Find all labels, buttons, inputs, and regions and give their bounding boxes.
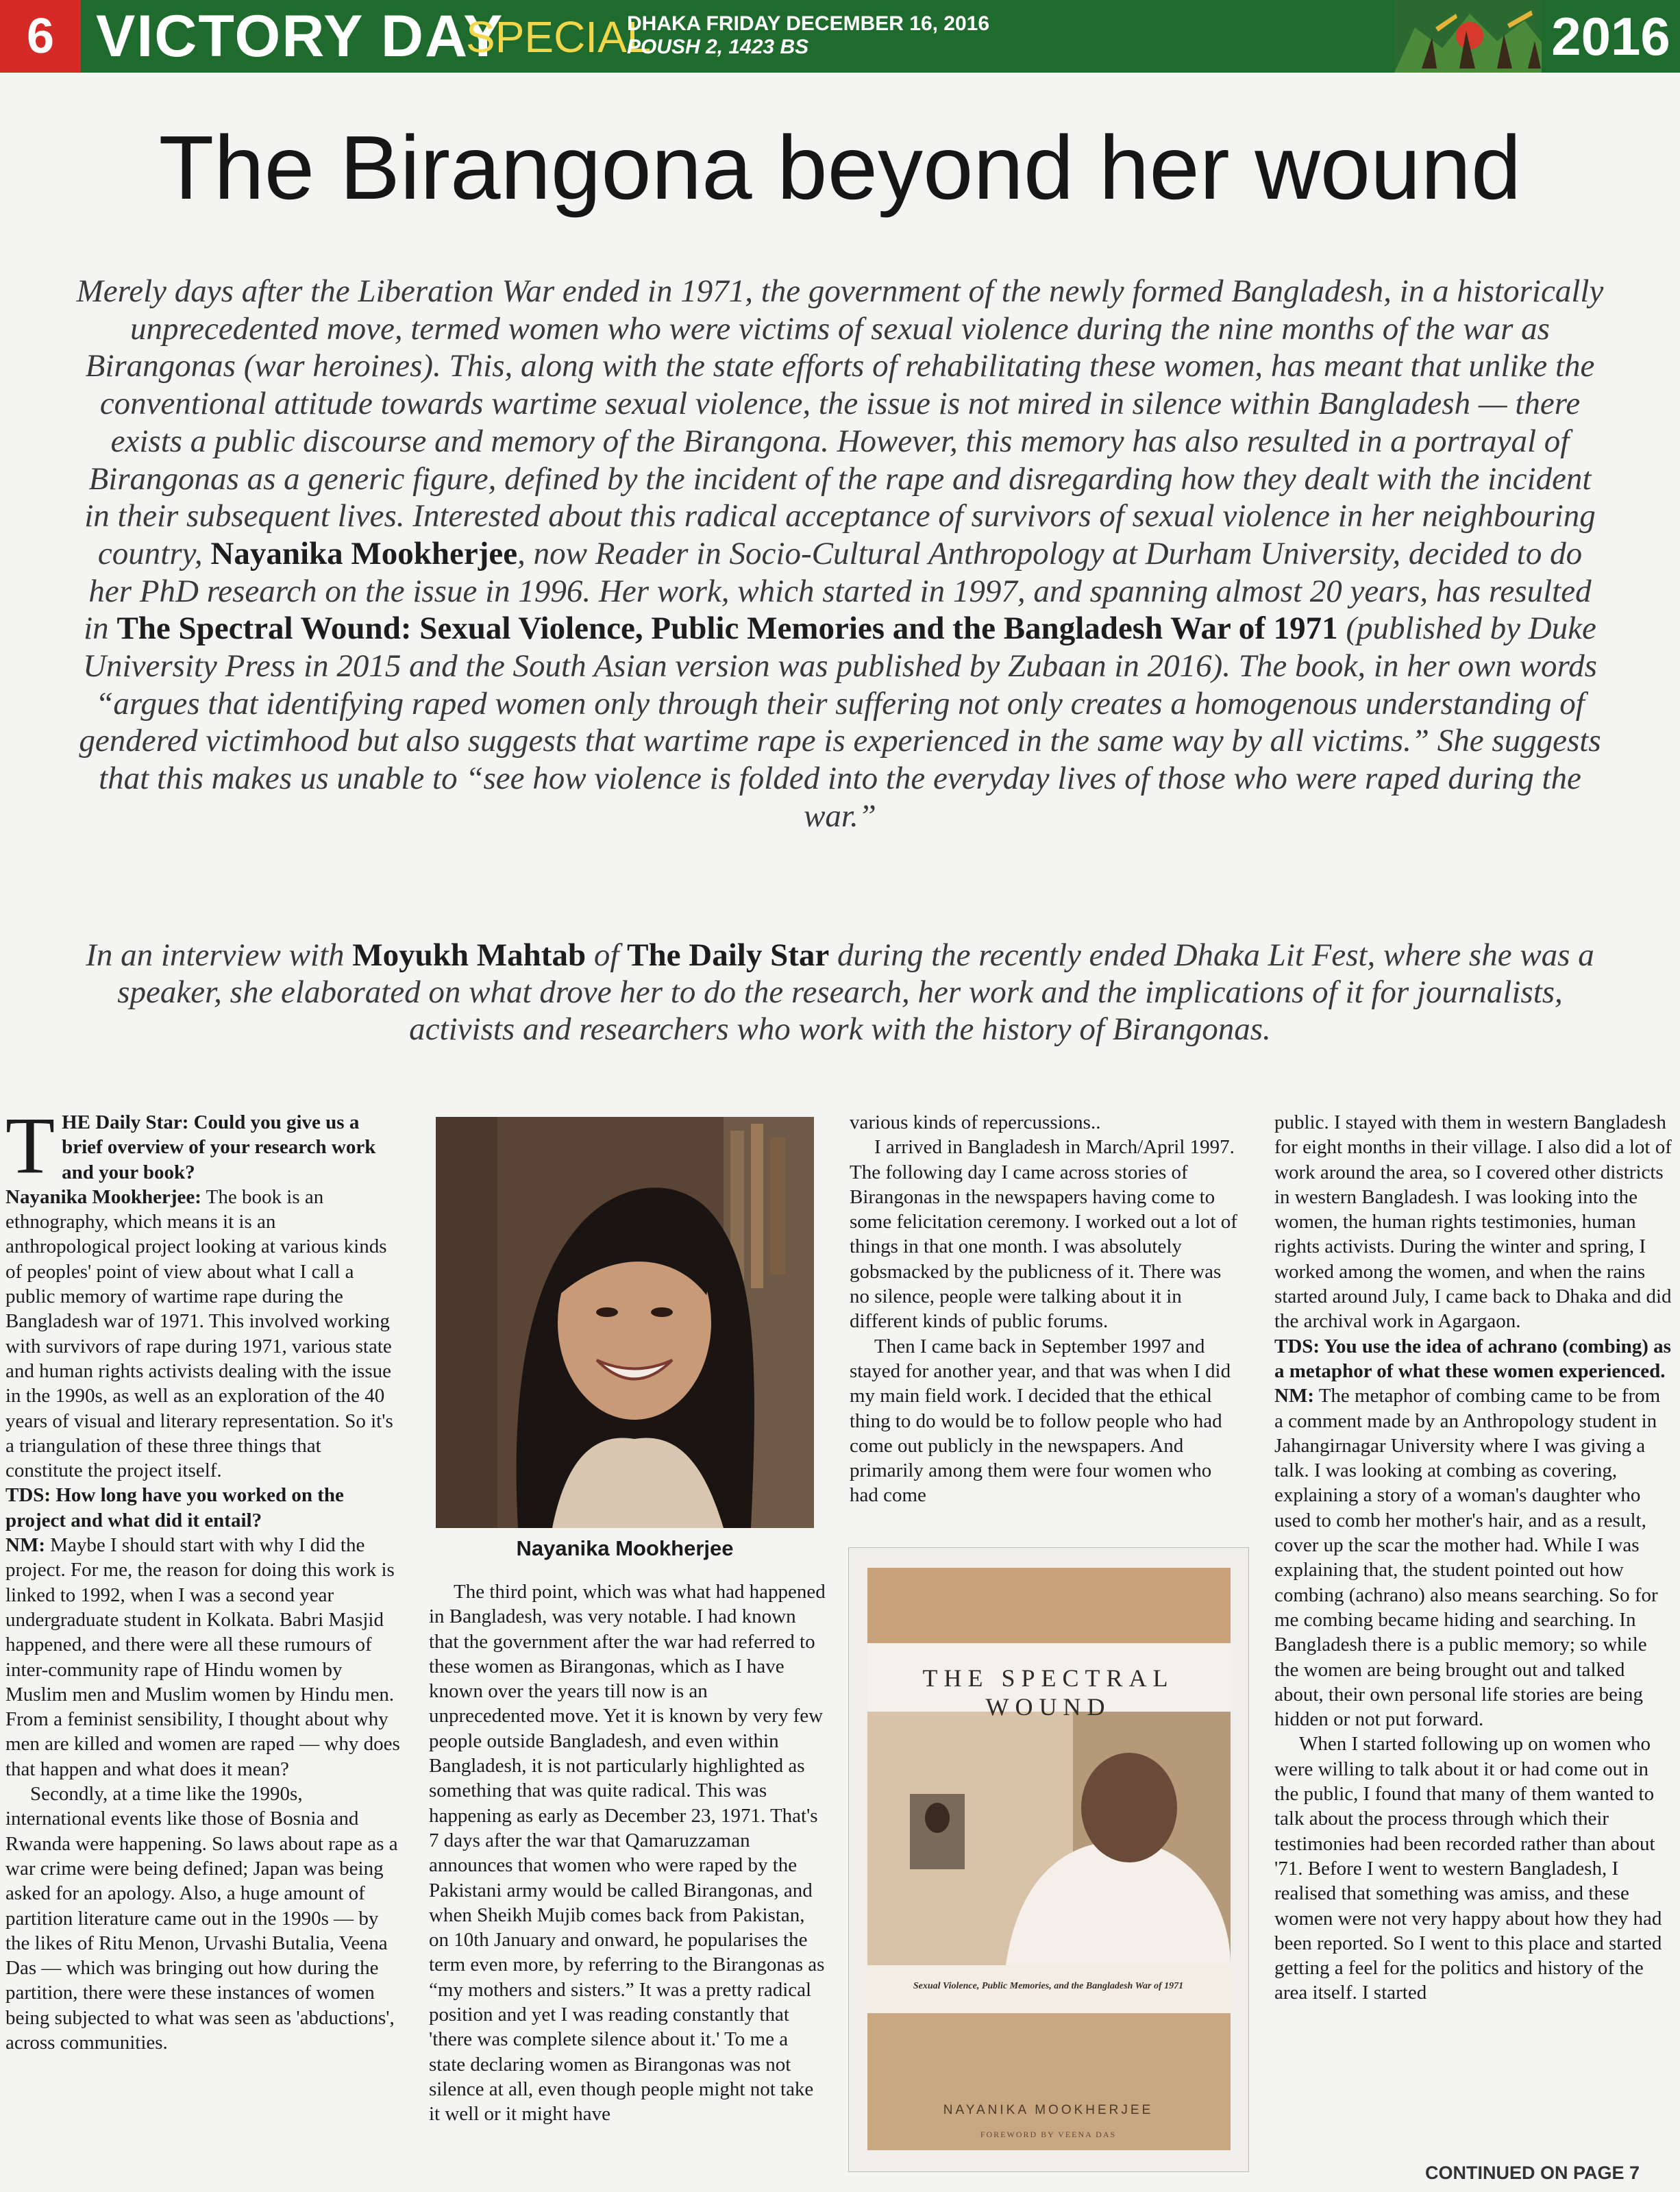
drop-cap: T	[5, 1100, 55, 1190]
answer-3	[1274, 1383, 1673, 1732]
dateline	[627, 12, 989, 59]
credit-of: of	[593, 937, 619, 973]
body-column-2	[429, 1579, 826, 2127]
interview-credit	[75, 937, 1605, 1048]
answer-1	[5, 1185, 403, 1483]
answer-1-label: Nayanika Mookherjee:	[5, 1185, 201, 1208]
answer-1-text: The book is an ethnography, which means it is an anthropological project looking at various kinds of peoples' point of view about what I call a public memory of wartime rape during the Bangladesh war of 1971. This involved working with survivors of rape during 1971, various state and human rights activists dealing with the issue in the 1990s, as well as an exploration of the 40 years of visual and literary representation. So it's a triangulation of these three things that constitute the project itself.	[5, 1185, 393, 1482]
section-title: VICTORY DAY	[96, 3, 504, 69]
continued-on-page[interactable]: CONTINUED ON PAGE 7	[1425, 2163, 1640, 2183]
answer-2	[5, 1533, 403, 1782]
liberation-fighters-illustration	[1394, 0, 1552, 73]
answer-3-label: NM:	[1274, 1385, 1314, 1407]
body-column-1	[5, 1100, 403, 2055]
question-1-text: HE Daily Star: Could you give us a brief overview of your research work and your book?	[62, 1111, 376, 1183]
answer-2-label: NM:	[5, 1534, 45, 1557]
answer-2-paragraph-e: I arrived in Bangladesh in March/April 1997. The following day I came across stories of Birangonas in the newspapers having come to some felicitation ceremony. I worked out a lot of things in that one month. I was absolutely gobsmacked by the publicness of it. There was no silence, people were talking about it in different kinds of public forums.	[850, 1136, 1237, 1333]
book-cover-subtitle: Sexual Violence, Public Memories, and the Bangladesh War of 1971	[913, 1981, 1184, 1991]
answer-2-paragraph-g: public. I stayed with them in western Bangladesh for eight months in their village. I also did a lot of work around the area, so I covered other districts in western Bangladesh. I was looking into the women, the human rights testimonies, human rights activists. During the winter and spring, I worked among the women, and when the rains started around July, I came back to Dhaka and did the archival work in Agargaon.	[1274, 1111, 1672, 1333]
answer-3-text: The metaphor of combing came to be from a comment made by an Anthropology student in Jahangirnagar University where I was giving a talk. I was looking at combing as covering, explaining a story of a woman's daughter who used to comb her mother's hair, and as a result, cover up the scar the mother had. While I was explaining that, the student pointed out how combing (achrano) also means searching. So for me combing became hiding and searching. In Bangladesh there is a public memory; so while the women are being brought out and talked about, their own personal life stories are being hidden or not put forward.	[1274, 1385, 1661, 1731]
credit-pre: In an interview with	[86, 937, 345, 973]
body-column-4	[1274, 1110, 1673, 2006]
page-number: 6	[0, 0, 81, 73]
book-cover-title: THE SPECTRAL WOUND	[922, 1664, 1174, 1721]
answer-3-paragraph-b: When I started following up on women who were willing to talk about it or had come out in the public, I found that many of them wanted to talk about the process through which their testimonies had been recorded rather than about '71. Before I went to western Bangladesh, I realised that something was amiss, and these women were not very happy about how they had been reported. So I went to this place and started getting a feel for the politics and history of the area itself. I started	[1274, 1733, 1662, 2004]
book-cover-image	[848, 1547, 1249, 2172]
author-portrait-photo	[436, 1117, 814, 1528]
question-1	[5, 1100, 403, 1190]
answer-2-paragraph-b: Secondly, at a time like the 1990s, international events like those of Bosnia and Rwanda were happening. So laws about rape as a war crime were being defined; Japan was being asked for an apology. Also, a huge amount of partition literature came out in the 1990s — by the likes of Ritu Menon, Urvashi Butalia, Veena Das — which was bringing out how during the partition, there were these instances of women being subjected to what was seen as 'abductions', across communities.	[5, 1783, 398, 2054]
intro-author-name: Nayanika Mookherjee	[210, 535, 518, 571]
book-cover-author: NAYANIKA MOOKHERJEE	[943, 2103, 1154, 2117]
intro-standfirst	[75, 273, 1605, 835]
question-2: TDS: How long have you worked on the project and what did it entail?	[5, 1484, 344, 1531]
edition-year: 2016	[1542, 0, 1680, 73]
intro-book-title: The Spectral Wound: Sexual Violence, Public Memories and the Bangladesh War of 1971	[116, 611, 1338, 647]
credit-post: during the recently ended Dhaka Lit Fest, where she was a speaker, she elaborated on what drove her to do the research, her work and the implications of it for journalists, activists and researchers who work with the history of Birangonas.	[117, 937, 1594, 1047]
headline: The Birangona beyond her wound	[158, 117, 1522, 218]
intro-part-1: Merely days after the Liberation War ended in 1971, the government of the newly formed Bangladesh, in a historically unprecedented move, termed women who were victims of sexual violence during the nine months of the war as Birangonas (war heroines). This, along with the state efforts of rehabilitating these women, has meant that unlike the conventional attitude towards wartime sexual violence, the issue is not mired in silence within Bangladesh — there exists a public discourse and memory of the Birangona. However, this memory has also resulted in a portrayal of Birangonas as a generic figure, defined by the incident of the rape and disregarding how they dealt with the incident in their subsequent lives. Interested about this radical acceptance of survivors of sexual violence in her neighbouring country,	[76, 273, 1604, 571]
photo-caption: Nayanika Mookherjee	[516, 1536, 734, 1560]
answer-2-text: Maybe I should start with why I did the project. For me, the reason for doing this work is linked to 1992, when I was a second year undergraduate student in Kolkata. Babri Masjid happened, and there were all these rumours of inter-community rape of Hindu women by Muslim men and Muslim women by Hindu men. From a feminist sensibility, I thought about why men are killed and women are raped — why does that happen and what does it mean?	[5, 1534, 400, 1780]
question-3: TDS: You use the idea of achrano (combing) as a metaphor of what these women experienced.	[1274, 1335, 1671, 1382]
answer-2-paragraph-c: The third point, which was what had happened in Bangladesh, was very notable. I had known that the government after the war had referred to these women as Birangonas, which as I have known over the years till now is an unprecedented move. Yet it is known by very few people outside Bangladesh, and even within Bangladesh, it is not particularly highlighted as something that was quite radical. This was happening as early as December 23, 1971. That's 7 days after the war that Qamaruzzaman announces that women who were raped by the Pakistani army would be called Birangonas, and when Sheikh Mujib comes back from Pakistan, on 10th January and onward, he popularises the term even more, by referring to the Birangonas as “my mothers and sisters.” It was a pretty radical position and yet I was reading constantly that 'there was complete silence about it.' To me a state declaring women as Birangonas was not silence at all, even though people might not take it well or it might have	[429, 1581, 826, 2126]
date-bangla: POUSH 2, 1423 BS	[627, 36, 809, 58]
answer-2-paragraph-d: various kinds of repercussions..	[850, 1111, 1101, 1133]
intro-part-2: , now Reader in Socio-Cultural Anthropology at Durham University, decided to do her PhD research on the issue in 1996. Her work, which started in 1997, and spanning almost 20 years, has resulted in	[84, 535, 1592, 647]
intro-part-3: (published by Duke University Press in 2015 and the South Asian version was published by Zubaan in 2016). The book, in her own words “argues that identifying raped women only through their suffering not only creates a homogenous understanding of gendered victimhood but also suggests that wartime rape is experienced in the same way by all victims.” She suggests that this makes us unable to “see how violence is folded into the everyday lives of those who were raped during the war.”	[79, 611, 1601, 834]
section-subtitle: SPECIAL	[466, 12, 652, 62]
date-gregorian: DHAKA FRIDAY DECEMBER 16, 2016	[627, 12, 990, 35]
interviewer-name: Moyukh Mahtab	[352, 937, 586, 973]
book-cover-foreword: FOREWORD BY VEENA DAS	[980, 2130, 1117, 2139]
body-column-3	[850, 1110, 1244, 1508]
answer-2-paragraph-f: Then I came back in September 1997 and stayed for another year, and that was when I did my main field work. I decided that the ethical thing to do would be to follow people who had come out publicly in the newspapers. And primarily among them were four women who had come	[850, 1335, 1231, 1507]
newspaper-name: The Daily Star	[627, 937, 830, 973]
